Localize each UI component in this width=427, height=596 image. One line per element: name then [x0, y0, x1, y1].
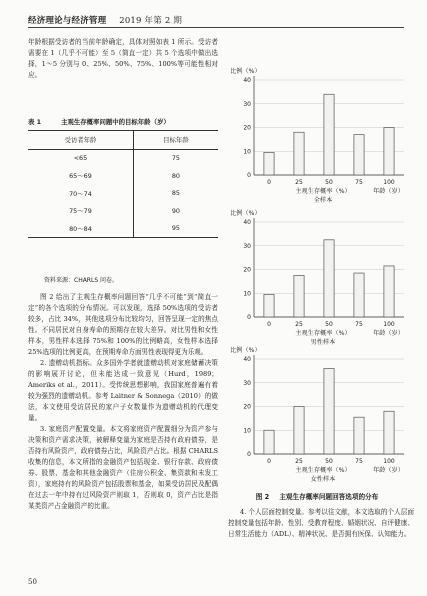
bar	[384, 411, 394, 454]
chart-male-sample	[228, 206, 414, 346]
page-number: 50	[28, 578, 37, 586]
x-tick-label: 25	[295, 321, 303, 328]
bar	[264, 294, 274, 317]
chart-subtitle: 女性样本	[310, 476, 336, 483]
table-row	[28, 149, 218, 167]
y-tick-label: 40	[243, 77, 251, 84]
y-tick-label: 0	[247, 314, 251, 321]
figure-label: 图 2	[255, 493, 270, 501]
x-tick-label: 25	[295, 458, 303, 465]
x-tick-label: 100	[383, 458, 395, 465]
chart-full-sample	[228, 64, 414, 209]
y-tick-label: 20	[243, 403, 251, 411]
table-col-header: 受访者年龄	[28, 131, 133, 150]
table-cell: <65	[28, 149, 133, 167]
paragraph-bequest-motive: 2. 遗赠动机指标。众多国外学者就遗赠动机对家庭储蓄决策的影响展开讨论，但未能达成一致意见（Hurd，1989；Ameriks et al.，2011）。受传统思想影响，我国家庭普遍有着较为强烈的遗赠动机。参考 Laitner & Sonnega（2010）的做法，本文使用受访居民的家户子女数量作为遗赠动机的代理变量。	[28, 359, 218, 422]
x-tick-label: 0	[267, 179, 271, 186]
bar	[264, 430, 274, 454]
bar	[324, 94, 334, 175]
table-header-row	[28, 131, 218, 150]
y-tick-label: 40	[243, 219, 251, 226]
chart-female-sample-svg	[228, 343, 414, 488]
figure-caption	[228, 491, 414, 501]
table-title: 主观生存概率问题中的目标年龄（岁）	[61, 118, 170, 126]
x-axis-right-label: 年龄（岁）	[373, 330, 404, 337]
x-tick-label: 25	[295, 179, 303, 186]
left-column-top	[28, 37, 218, 81]
y-axis-label: 比例（%）	[230, 347, 261, 354]
chart-full-sample-svg	[228, 64, 414, 209]
issue-label: 2019 年第 2 期	[119, 16, 183, 26]
bar	[324, 369, 334, 455]
header-rule	[28, 27, 404, 28]
y-tick-label: 10	[243, 148, 251, 156]
y-tick-label: 10	[243, 290, 251, 298]
x-tick-label: 50	[325, 321, 333, 328]
x-axis-label: 主观生存概率（%）	[295, 330, 351, 337]
bar	[294, 275, 304, 317]
y-tick-label: 30	[243, 379, 251, 387]
x-tick-label: 0	[267, 321, 271, 328]
bar	[264, 152, 274, 175]
left-column-body	[28, 292, 218, 512]
table-row	[28, 167, 218, 185]
paragraph-control-variables: 4. 个人层面控制变量。参考以往文献，本文选取的个人层面控制变量包括年龄、性别、受教育程度、婚姻状况、自评健康、日常生活能力（ADL）、精神状况、是否拥有医保、认知能力。	[228, 508, 414, 538]
chart-female-sample	[228, 343, 414, 488]
y-tick-label: 40	[243, 356, 251, 363]
table-row	[28, 202, 218, 220]
bar	[384, 266, 394, 317]
bar	[294, 407, 304, 455]
table-caption	[28, 117, 218, 126]
table-cell: 95	[133, 220, 218, 238]
y-tick-label: 30	[243, 242, 251, 250]
table-col-header: 目标年龄	[133, 131, 218, 150]
y-axis-label: 比例（%）	[230, 210, 261, 217]
y-tick-label: 20	[243, 266, 251, 274]
x-axis-label: 主观生存概率（%）	[295, 467, 351, 474]
y-tick-label: 30	[243, 100, 251, 108]
x-axis-right-label: 年龄（岁）	[373, 188, 404, 195]
running-header	[28, 14, 182, 26]
y-tick-label: 10	[243, 427, 251, 435]
x-axis-right-label: 年龄（岁）	[373, 467, 404, 474]
table-cell: 75	[171, 154, 180, 163]
y-tick-label: 0	[247, 172, 251, 179]
table-cell: 65～69	[28, 167, 133, 185]
y-tick-label: 20	[243, 124, 251, 132]
table-cell: 80	[171, 171, 180, 180]
target-age-table	[28, 130, 218, 238]
paragraph-target-age: 年龄根据受访者的当前年龄确定，具体对照如表 1 所示。受访者需要在 1（几乎不可能）至 5（简直一定）共 5 个选项中做出选择，1～5 分别与 0、25%、50%、75%、100%等可能性相对应。	[28, 38, 218, 79]
y-tick-label: 0	[247, 451, 251, 458]
chart-subtitle: 全样本	[313, 197, 333, 204]
x-tick-label: 75	[355, 321, 363, 328]
x-tick-label: 75	[355, 458, 363, 465]
bar	[324, 240, 334, 317]
table-row	[28, 220, 218, 238]
bar	[354, 135, 364, 175]
chart-male-sample-svg	[228, 206, 414, 346]
chart-subtitle: 男性样本	[310, 339, 336, 346]
right-column-text	[228, 507, 414, 540]
table-source-note: 资料来源：CHARLS 问卷。	[44, 277, 119, 284]
x-tick-label: 100	[383, 321, 395, 328]
table-cell: 70～74	[28, 185, 133, 203]
y-axis-label: 比例（%）	[230, 68, 261, 75]
figure-title: 主观生存概率问题回答选项的分布	[279, 493, 379, 501]
bar	[354, 273, 364, 317]
table-cell: 80～84	[28, 220, 133, 238]
bar	[294, 132, 304, 175]
x-tick-label: 75	[355, 179, 363, 186]
table-row	[28, 185, 218, 203]
table-cell: 90	[171, 206, 180, 215]
journal-name: 经济理论与经济管理	[28, 16, 107, 26]
x-tick-label: 100	[383, 179, 395, 186]
table-label: 表 1	[28, 118, 42, 126]
paragraph-asset-allocation: 3. 家庭资产配置变量。本文将家庭资产配置细分为资产参与决策和资产需求决策，被解释变量为家庭是否持有政府债券，是否持有风险资产，政府债券占比，风险资产占比。根据 CHARLS 收集的信息，本文所指的金融资产包括现金、银行存款、政府债券、股票、基金和其他金融资产（住房公积金、集资款和未发工资），家庭持有的风险资产包括股票和基金，如果受访居民及配偶在过去一年中持有过风险资产则取 1，否则取 0，资产占比是指某类资产占金融资产的比重。	[28, 425, 218, 510]
bar	[384, 128, 394, 176]
x-tick-label: 50	[325, 179, 333, 186]
bar	[354, 417, 364, 454]
paragraph-figure-discussion: 图 2 给出了主观生存概率问题回答“几乎不可能”到“简直一定”的各个选项的分布情况。可以发现，选择 50%选项的受访者较多，占比 34%，其他选项分布比较均匀，回答呈现一定的焦点性。不同居民对自身寿命的预期存在较大差异。对比男性和女性样本，男性样本选择 75%和 100%的比例略高，女性样本选择 25%选项的比例更高，在预期寿命方面男性表现得更为乐观。	[28, 293, 218, 356]
x-tick-label: 0	[267, 458, 271, 465]
table-cell: 85	[171, 189, 180, 198]
x-axis-label: 主观生存概率（%）	[295, 188, 351, 195]
table-cell: 75～79	[28, 202, 133, 220]
x-tick-label: 50	[325, 458, 333, 465]
